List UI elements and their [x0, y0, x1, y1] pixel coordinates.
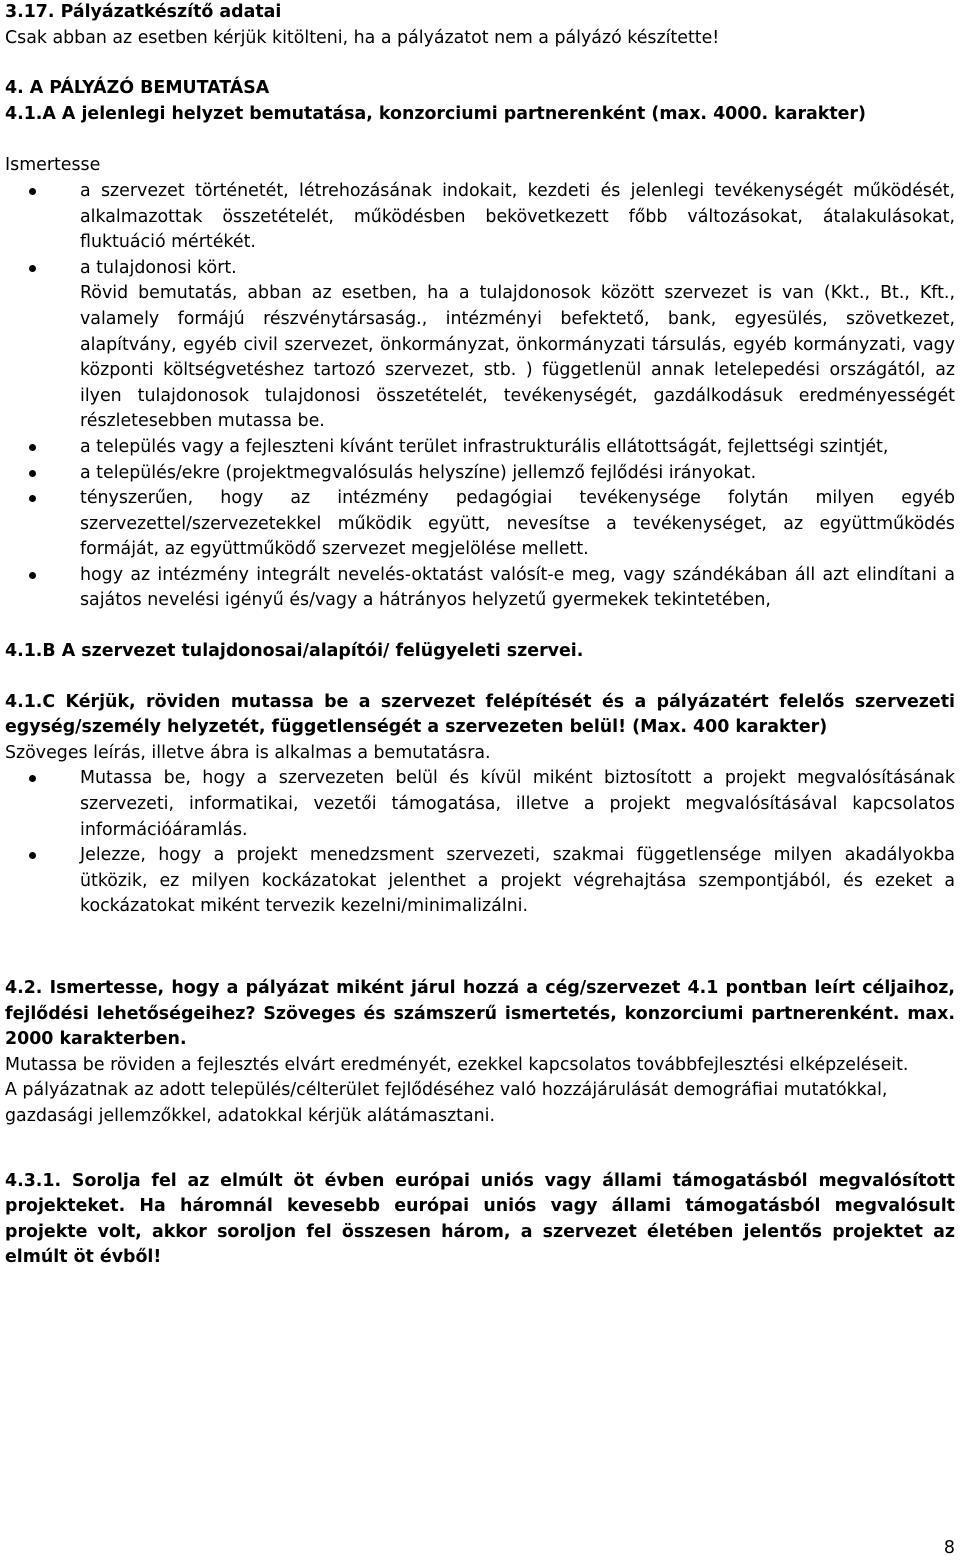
list-item: a település/ekre (projektmegvalósulás helyszíne) jellemző fejlődési irányokat.	[5, 461, 955, 487]
section-3-17-note: Csak abban az esetben kérjük kitölteni, ha a pályázatot nem a pályázó készítette!	[5, 27, 720, 48]
section-4-1c-intro: Szöveges leírás, illetve ábra is alkalmas a bemutatásra.	[5, 742, 491, 763]
list-item: tényszerűen, hogy az intézmény pedagógiai tevékenysége folytán milyen egyéb szervezettel/szervezetekkel működik együtt, nevesítse a tevékenységet, az együttműködés formáját, az együttműködő szervezet megjelölése mellett.	[5, 486, 955, 563]
section-4-2-heading: 4.2. Ismertesse, hogy a pályázat miként járul hozzá a cég/szervezet 4.1 pontban leírt céljaihoz, fejlődési lehetőségeihez? Szöveges és számszerű ismertetés, konzorciumi partnerenként. max. 2000 karakterben.	[5, 978, 955, 1050]
section-4-1c-heading: 4.1.C Kérjük, röviden mutassa be a szervezet felépítését és a pályázatért felelős szervezeti egység/személy helyzetét, függetlenségét a szervezeten belül! (Max. 400 karakter)	[5, 691, 955, 738]
list-item: a település vagy a fejleszteni kívánt terület infrastrukturális ellátottságát, fejlettségi szintjét,	[5, 435, 955, 461]
list-item: Jelezze, hogy a projekt menedzsment szervezeti, szakmai függetlensége milyen akadályokba ütközik, ez milyen kockázatokat jelenthet a projekt végrehajtása szempontjából, és ezeket a kockázatokat miként tervezik kezelni/minimalizálni.	[5, 843, 955, 920]
section-4-2-paragraph-2: A pályázatnak az adott település/célterület fejlődéséhez való hozzájárulását demográfiai mutatókkal, gazdasági jellemzőkkel, adatokkal kérjük alátámasztani.	[5, 1080, 888, 1126]
section-4-2-paragraph-1: Mutassa be röviden a fejlesztés elvárt eredményét, ezekkel kapcsolatos továbbfejlesztési elképzeléseit.	[5, 1054, 909, 1075]
list-item: a tulajdonosi kört.	[5, 256, 955, 282]
section-4-3-1-heading: 4.3.1. Sorolja fel az elmúlt öt évben európai uniós vagy állami támogatásból megvalósított projekteket. Ha háromnál kevesebb európai uniós vagy állami támogatásból megvalósult projekte volt, akkor soroljon fel összesen három, a szervezet életében jelentős projektet az elmúlt öt évből!	[5, 1170, 955, 1268]
owner-description-note: Rövid bemutatás, abban az esetben, ha a tulajdonosok között szervezet is van (Kkt., Bt., Kft., valamely formájú részvénytársaság., intézményi befektető, bank, egyesülés, szövetkezet, alapítvány, egyéb civil szervezet, önkormányzat, önkormányzati társulás, egyéb kormányzati, vagy központi költségvetéshez tartozó szervezet, stb. ) függetlenül annak letelepedési országától, az ilyen tulajdonosok tulajdonosi összetételét, tevékenységét, gazdálkodásuk eredményességét részletesebben mutassa be.	[80, 283, 955, 432]
section-4-1a-intro: Ismertesse	[5, 155, 101, 176]
section-4-1a-list	[5, 179, 955, 281]
section-4-1a-heading: 4.1.A A jelenlegi helyzet bemutatása, konzorciumi partnerenként (max. 4000. karakter)	[5, 103, 866, 124]
section-4-1a-list-continued	[5, 435, 955, 614]
list-item: a szervezet történetét, létrehozásának indokait, kezdeti és jelenlegi tevékenységét működését, alkalmazottak összetételét, működésben bekövetkezett főbb változásokat, átalakulásokat, fluktuáció mértékét.	[5, 179, 955, 256]
section-4-1c-list	[5, 766, 955, 920]
list-item: Mutassa be, hogy a szervezeten belül és kívül miként biztosított a projekt megvalósításának szervezeti, informatikai, vezetői támogatása, illetve a projekt megvalósításával kapcsolatos információáramlás.	[5, 766, 955, 843]
document-page	[5, 0, 955, 1271]
list-item: hogy az intézmény integrált nevelés-oktatást valósít-e meg, vagy szándékában áll azt elindítani a sajátos nevelési igényű és/vagy a hátrányos helyzetű gyermekek tekintetében,	[5, 563, 955, 614]
section-4-heading: 4. A PÁLYÁZÓ BEMUTATÁSA	[5, 78, 270, 99]
section-3-17-heading: 3.17. Pályázatkészítő adatai	[5, 2, 282, 22]
section-4-1b-heading: 4.1.B A szervezet tulajdonosai/alapítói/ felügyeleti szervei.	[5, 641, 584, 662]
page-number: 8	[943, 1538, 955, 1558]
